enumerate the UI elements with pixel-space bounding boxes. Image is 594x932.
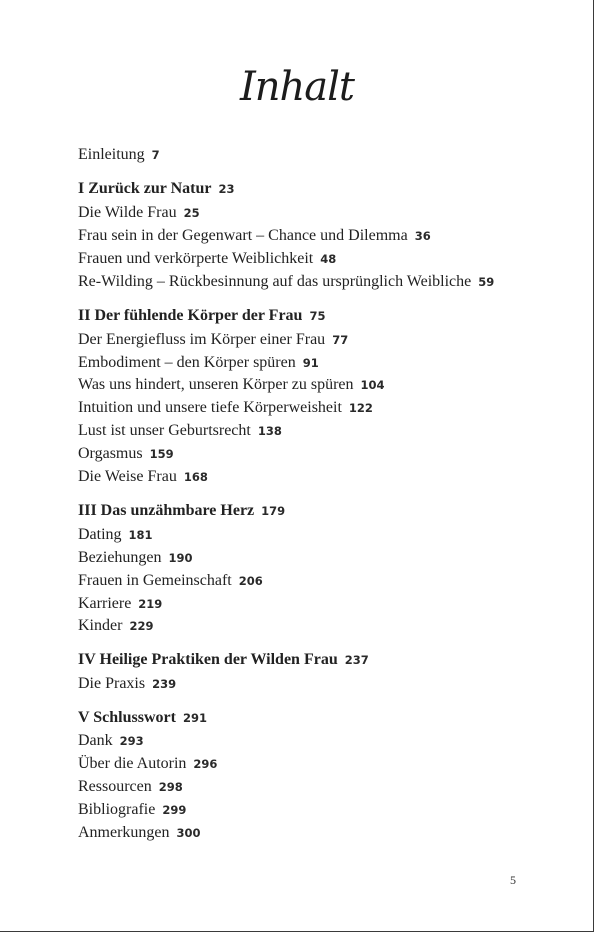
toc-page-number: 206 — [238, 574, 263, 588]
toc-page-number: 299 — [162, 803, 187, 817]
toc-entry-title: Die Weise Frau — [78, 468, 177, 485]
toc-entry-title: Einleitung — [78, 146, 145, 163]
toc-entry — [78, 594, 162, 614]
toc-page-number: 36 — [414, 229, 431, 243]
toc-entry-title: I Zurück zur Natur — [78, 180, 212, 197]
toc-entry-title: Ressourcen — [78, 778, 152, 795]
toc-entry-title: Die Wilde Frau — [78, 204, 177, 221]
toc-entry — [78, 525, 153, 545]
page-number: 5 — [510, 873, 516, 887]
toc-page-number: 122 — [348, 401, 373, 415]
toc-page-number: 219 — [138, 597, 163, 611]
toc-entry — [78, 548, 193, 568]
toc-section-heading — [78, 650, 369, 670]
toc-page-number: 181 — [128, 528, 153, 542]
toc-page-number: 138 — [257, 424, 282, 438]
toc-entry — [78, 353, 319, 373]
toc-entry — [78, 754, 217, 774]
toc-entry-title: Karriere — [78, 595, 132, 612]
toc-entry-title: Frauen in Gemeinschaft — [78, 572, 232, 589]
toc-entry — [78, 444, 174, 464]
toc-entry-title: Frauen und verkörperte Weiblichkeit — [78, 250, 314, 267]
toc-entry-title: Intuition und unsere tiefe Körperweisheit — [78, 399, 342, 416]
toc-entry-title: Embodiment – den Körper spüren — [78, 354, 296, 371]
toc-page-number: 190 — [168, 551, 193, 565]
toc-entry — [78, 330, 348, 350]
toc-entry-title: Dating — [78, 526, 122, 543]
toc-section-heading — [78, 708, 207, 728]
toc-entry — [78, 467, 208, 487]
toc-entry — [78, 203, 200, 223]
toc-entry-title: III Das unzähmbare Herz — [78, 502, 255, 519]
toc-entry-title: Die Praxis — [78, 675, 146, 692]
toc-entry — [78, 145, 160, 165]
toc-entry-title: Lust ist unser Geburtsrecht — [78, 422, 251, 439]
toc-page-number: 23 — [218, 182, 235, 196]
toc-page-number: 168 — [183, 470, 208, 484]
toc-entry — [78, 731, 144, 751]
toc-entry — [78, 674, 176, 694]
toc-entry — [78, 823, 201, 843]
toc-section-heading — [78, 501, 285, 521]
toc-page-number: 159 — [149, 447, 174, 461]
toc-entry-title: Frau sein in der Gegenwart – Chance und Dilemma — [78, 227, 408, 244]
toc-page-number: 7 — [151, 148, 160, 162]
toc-entry — [78, 800, 186, 820]
toc-page-number: 300 — [176, 826, 201, 840]
toc-entry-title: Orgasmus — [78, 445, 143, 462]
toc-page-number: 77 — [332, 333, 349, 347]
toc-page-number: 293 — [119, 734, 144, 748]
toc-entry-title: Re-Wilding – Rückbesinnung auf das ursprünglich Weibliche — [78, 273, 472, 290]
toc-entry — [78, 616, 153, 636]
toc-entry-title: Anmerkungen — [78, 824, 170, 841]
toc-title: Inhalt — [239, 64, 355, 110]
toc-entry-title: Dank — [78, 732, 113, 749]
toc-entry-title: Was uns hindert, unseren Körper zu spüren — [78, 376, 354, 393]
toc-entry — [78, 398, 373, 418]
toc-page-number: 91 — [302, 356, 319, 370]
toc-page-number: 25 — [183, 206, 200, 220]
toc-entry-title: Beziehungen — [78, 549, 162, 566]
toc-entry-title: Über die Autorin — [78, 755, 187, 772]
toc-entry-title: Der Energiefluss im Körper einer Frau — [78, 331, 326, 348]
toc-entry-title: Kinder — [78, 617, 123, 634]
toc-page-number: 291 — [182, 711, 207, 725]
toc-entry — [78, 421, 282, 441]
toc-page-number: 239 — [152, 677, 177, 691]
toc-entry — [78, 375, 385, 395]
toc-entry — [78, 226, 431, 246]
toc-entry-title: Bibliografie — [78, 801, 156, 818]
toc-entry-title: IV Heilige Praktiken der Wilden Frau — [78, 651, 338, 668]
toc-page-number: 298 — [158, 780, 183, 794]
toc-page-number: 59 — [478, 275, 495, 289]
toc-section-heading — [78, 306, 325, 326]
toc-entry — [78, 272, 494, 292]
toc-page-number: 229 — [129, 619, 154, 633]
toc-page-number: 237 — [344, 653, 369, 667]
toc-entry-title: II Der fühlende Körper der Frau — [78, 307, 303, 324]
toc-page-number: 179 — [261, 504, 286, 518]
toc-page-number: 75 — [309, 309, 326, 323]
toc-section-heading — [78, 179, 235, 199]
toc-page-number: 296 — [193, 757, 218, 771]
toc-entry-title: V Schlusswort — [78, 709, 176, 726]
toc-page-number: 48 — [320, 252, 337, 266]
toc-entry — [78, 249, 336, 269]
toc-page-number: 104 — [360, 378, 385, 392]
toc-entry — [78, 571, 263, 591]
toc-entry — [78, 777, 183, 797]
